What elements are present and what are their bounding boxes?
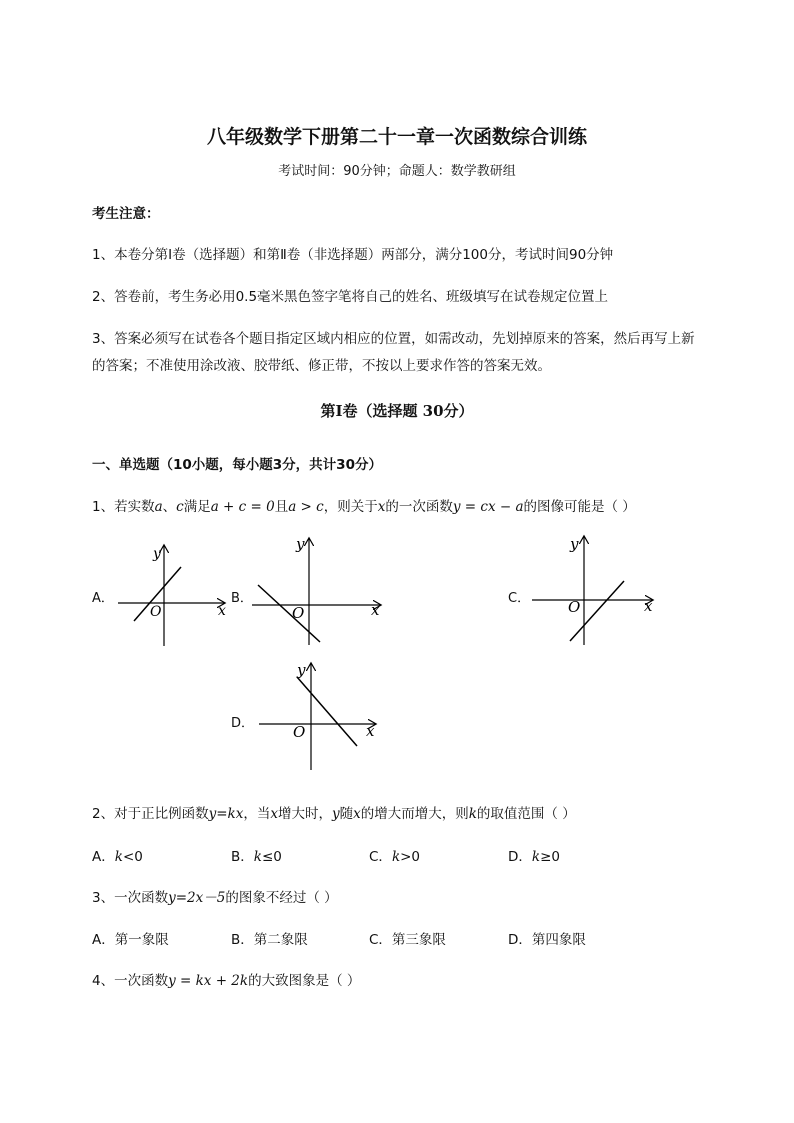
notice-heading: 考生注意： [92, 206, 160, 222]
q1-var-x: x [377, 499, 386, 515]
q1-var-a: a [154, 499, 163, 515]
notice-item-3: 3、答案必须写在试卷各个题目指定区域内相应的位置，如需改动，先划掉原来的答案，然后再写上新 [92, 331, 695, 347]
q1-graph-d[interactable] [255, 660, 385, 775]
question-1 [92, 495, 636, 515]
notice-item-1: 1、本卷分第I卷（选择题）和第Ⅱ卷（非选择题）两部分，满分100分，考试时间90分钟 [92, 247, 614, 263]
x-label: x [218, 603, 226, 619]
origin-label: O [150, 604, 162, 620]
q2-y1: y [331, 806, 340, 822]
question-4 [92, 969, 360, 989]
origin-label: O [568, 598, 581, 616]
q3-option-b[interactable]: B．第二象限 [231, 932, 308, 948]
q1-graph-a[interactable] [110, 540, 235, 650]
q2-option-a-rel: <0 [122, 849, 143, 865]
q3-option-a[interactable]: A．第一象限 [92, 932, 169, 948]
q2-option-c-label: C． [369, 849, 392, 865]
q1-option-d-label[interactable]: D． [231, 716, 255, 731]
q1-var-c: c [176, 499, 184, 515]
origin-label: O [292, 604, 305, 622]
q2-text-c: 增大时， [277, 806, 332, 822]
q2-text-e: 的增大而增大，则 [360, 806, 469, 822]
q1-mid4: 的一次函数 [385, 499, 453, 515]
q1-sep: 、 [162, 499, 177, 515]
q2-text-f: 的取值范围（ ） [476, 806, 576, 822]
q2-func: y=kx [208, 806, 244, 822]
x-label: x [371, 601, 380, 619]
y-label: y [153, 546, 161, 562]
q2-option-a[interactable] [92, 845, 143, 865]
q1-mid1: 满足 [183, 499, 211, 515]
q2-text-d: 随 [339, 806, 354, 822]
q2-k: k [468, 806, 477, 822]
q1-option-b-label[interactable]: B． [231, 591, 253, 606]
part-heading: 一、单选题（10小题，每小题3分，共计30分） [92, 457, 382, 473]
question-2 [92, 802, 576, 822]
q3-option-c[interactable]: C．第三象限 [369, 932, 446, 948]
q2-text-b: ，当 [243, 806, 271, 822]
q1-suffix: 的图像可能是（ ） [523, 499, 636, 515]
q4-text-a: 4、一次函数 [92, 973, 169, 989]
x-label: x [366, 722, 375, 740]
notice-item-3-cont: 的答案；不准使用涂改液、胶带纸、修正带，不按以上要求作答的答案无效。 [92, 358, 551, 374]
q2-x2: x [353, 806, 361, 822]
question-3 [92, 886, 338, 906]
x-label: x [644, 597, 653, 615]
q2-text-a: 2、对于正比例函数 [92, 806, 209, 822]
q1-prefix: 1、若实数 [92, 499, 155, 515]
q3-option-d[interactable]: D．第四象限 [508, 932, 586, 948]
section-title: 第I卷（选择题 30分） [320, 402, 474, 420]
q2-option-b[interactable] [231, 845, 282, 865]
notice-item-2: 2、答卷前，考生务必用0.5毫米黑色签字笔将自己的姓名、班级填写在试卷规定位置上 [92, 289, 609, 305]
q2-option-d-rel: ≥0 [540, 849, 560, 865]
q4-func: y = kx + 2k [168, 973, 249, 989]
q1-cond1: a + c = 0 [210, 499, 275, 515]
y-label: y [296, 535, 305, 553]
q2-option-c[interactable] [369, 845, 420, 865]
q1-option-c-label[interactable]: C． [508, 591, 531, 606]
q2-option-c-k: k [391, 849, 401, 865]
q2-option-a-label: A． [92, 849, 115, 865]
q1-func: y = cx − a [452, 499, 524, 515]
q3-text-b: 的图象不经过（ ） [225, 890, 338, 906]
q1-mid2: 且 [274, 499, 289, 515]
page-title: 八年级数学下册第二十一章一次函数综合训练 [206, 126, 587, 148]
q1-graph-b[interactable] [248, 533, 388, 648]
q1-mid3: ，则关于 [323, 499, 378, 515]
q2-option-b-k: k [253, 849, 262, 865]
graph-line [297, 677, 357, 746]
q2-option-b-rel: ≤0 [261, 849, 282, 865]
q2-option-a-k: k [114, 849, 123, 865]
exam-info: 考试时间：90分钟；命题人：数学教研组 [278, 164, 516, 179]
y-label: y [297, 661, 306, 679]
q2-option-c-rel: >0 [400, 849, 421, 865]
graph-line [258, 585, 320, 642]
q2-option-d-label: D． [508, 849, 532, 865]
q3-text-a: 3、一次函数 [92, 890, 169, 906]
q3-func: y=2x－5 [168, 890, 226, 906]
q2-option-d[interactable] [508, 845, 560, 865]
q2-option-d-k: k [531, 849, 541, 865]
origin-label: O [293, 723, 306, 741]
q4-text-b: 的大致图象是（ ） [248, 973, 361, 989]
q2-option-b-label: B． [231, 849, 254, 865]
q1-option-a-label[interactable]: A． [92, 591, 114, 606]
q1-graph-c[interactable] [528, 533, 663, 648]
y-label: y [570, 535, 579, 553]
q1-cond2: a > c [288, 499, 324, 515]
q2-x1: x [270, 806, 278, 822]
